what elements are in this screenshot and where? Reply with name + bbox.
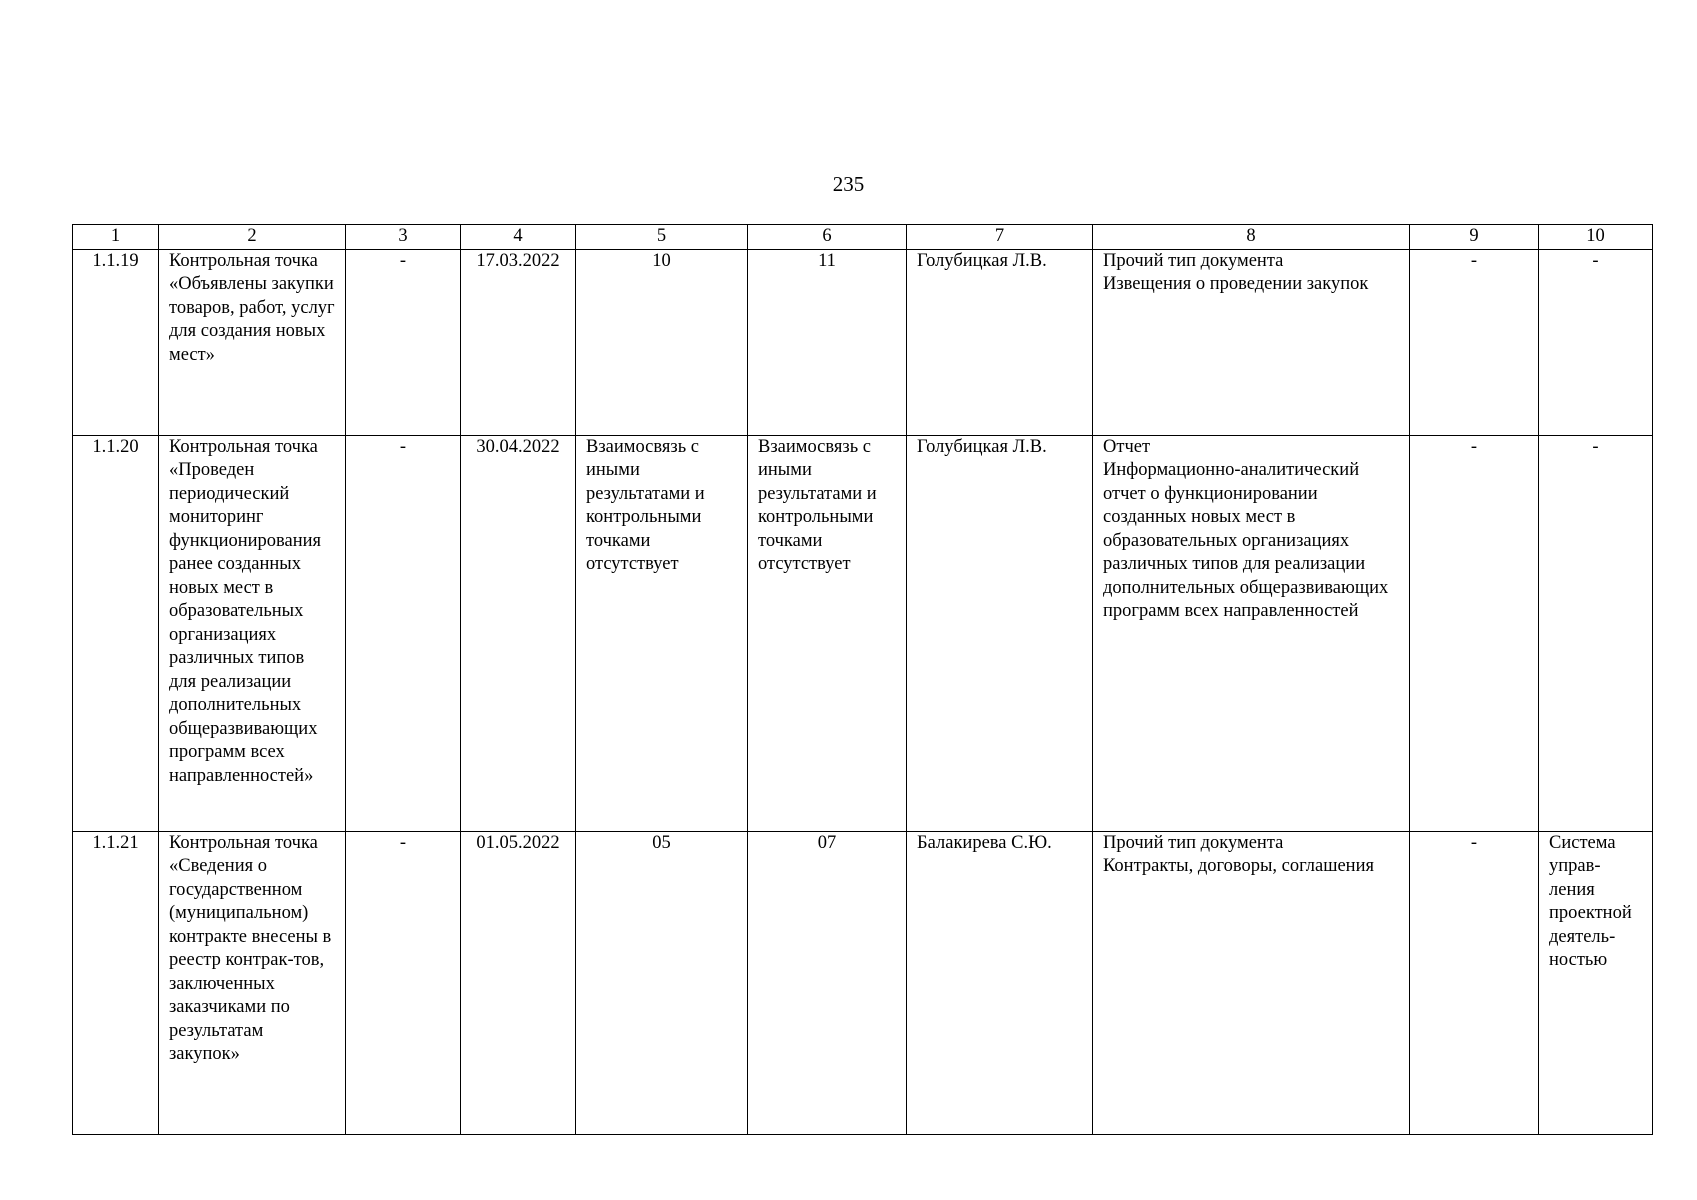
document-type: Отчет: [1103, 436, 1151, 457]
cell-col3: -: [346, 831, 461, 1134]
cell-col10: Система управ-ления проектной деятель-ностью: [1539, 831, 1653, 1134]
column-header: 10: [1539, 225, 1653, 250]
responsible-person: Голубицкая Л.В.: [907, 435, 1093, 831]
header-row: [73, 225, 1653, 250]
column-header: 6: [748, 225, 907, 250]
column-header: 4: [461, 225, 576, 250]
table-row: [73, 831, 1653, 1134]
cell-col3: -: [346, 435, 461, 831]
row-number: 1.1.19: [73, 249, 159, 435]
checkpoint-name: Контрольная точка «Проведен периодический мониторинг функционирования ранее созданных новых мест в образовательных организациях различных типов для реализации дополнительных общеразвивающих программ всех направленностей»: [159, 435, 346, 831]
cell-col5: Взаимосвязь с иными результатами и контрольными точками отсутствует: [576, 435, 748, 831]
document-name: Информационно-аналитический отчет о функционировании созданных новых мест в образовательных организациях различных типов для реализации дополнительных общеразвивающих программ всех направленностей: [1103, 460, 1389, 621]
column-header: 1: [73, 225, 159, 250]
page-number: 235: [832, 172, 865, 196]
column-header: 2: [159, 225, 346, 250]
checkpoint-date: 17.03.2022: [461, 249, 576, 435]
checkpoint-name: Контрольная точка «Объявлены закупки товаров, работ, услуг для создания новых мест»: [159, 249, 346, 435]
cell-col6: 07: [748, 831, 907, 1134]
document-cell: [1093, 831, 1410, 1134]
checkpoint-date: 30.04.2022: [461, 435, 576, 831]
column-header: 9: [1410, 225, 1539, 250]
column-header: 3: [346, 225, 461, 250]
document-name: Извещения о проведении закупок: [1103, 274, 1369, 294]
document-type: Прочий тип документа: [1103, 250, 1284, 271]
table-row: [73, 435, 1653, 831]
document-cell: [1093, 249, 1410, 435]
document-cell: [1093, 435, 1410, 831]
document-type: Прочий тип документа: [1103, 832, 1284, 853]
cell-col10: -: [1539, 249, 1653, 435]
cell-col9: -: [1410, 249, 1539, 435]
cell-col9: -: [1410, 435, 1539, 831]
cell-col9: -: [1410, 831, 1539, 1134]
cell-col6: Взаимосвязь с иными результатами и контрольными точками отсутствует: [748, 435, 907, 831]
cell-col10: -: [1539, 435, 1653, 831]
plan-table: [72, 224, 1653, 1135]
table-row: [73, 249, 1653, 435]
column-header: 7: [907, 225, 1093, 250]
row-number: 1.1.20: [73, 435, 159, 831]
cell-col5: 05: [576, 831, 748, 1134]
cell-col6: 11: [748, 249, 907, 435]
document-name: Контракты, договоры, соглашения: [1103, 856, 1374, 876]
checkpoint-date: 01.05.2022: [461, 831, 576, 1134]
responsible-person: Голубицкая Л.В.: [907, 249, 1093, 435]
responsible-person: Балакирева С.Ю.: [907, 831, 1093, 1134]
cell-col3: -: [346, 249, 461, 435]
cell-col5: 10: [576, 249, 748, 435]
column-header: 5: [576, 225, 748, 250]
row-number: 1.1.21: [73, 831, 159, 1134]
column-header: 8: [1093, 225, 1410, 250]
checkpoint-name: Контрольная точка «Сведения о государственном (муниципальном) контракте внесены в реестр контрак-тов, заключенных заказчиками по результатам закупок»: [159, 831, 346, 1134]
